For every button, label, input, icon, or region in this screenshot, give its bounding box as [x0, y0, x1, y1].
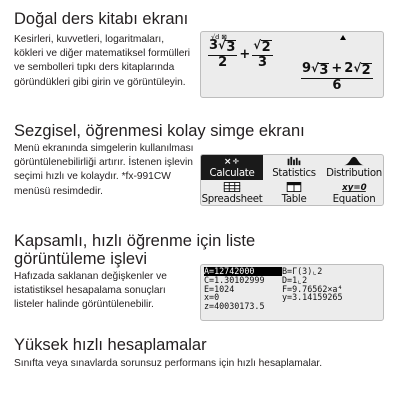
variable-c[interactable]: C=1.30102999 — [204, 274, 265, 285]
menu-item-statistics[interactable]: Statistics — [263, 155, 325, 180]
variable-f[interactable]: F=9.76562×a⁴ — [282, 283, 343, 294]
svg-text:×: × — [223, 157, 232, 166]
section-title-icon-menu: Sezgisel, öğrenmesi kolay simge ekranı — [14, 122, 305, 140]
calculate-icon — [222, 156, 242, 166]
sqrt-icon: √ 3 — [218, 38, 236, 55]
statistics-icon — [286, 156, 302, 166]
table-icon — [286, 182, 302, 192]
input-expression — [208, 39, 273, 70]
menu-item-spreadsheet[interactable]: Spreadsheet — [201, 181, 263, 206]
variable-b[interactable]: B=Γ(3)⌞2 — [282, 266, 323, 276]
result-expression: 9 √ 3 + 2 √ 2 6 — [302, 61, 371, 93]
section-desc-high-speed: Sınıfta veya sınavlarda sorunsuz performans için hızlı hesaplamalar. — [14, 358, 323, 369]
menu-item-table[interactable]: Table — [263, 181, 325, 206]
variable-y[interactable]: y=3.14159265 — [282, 292, 343, 303]
sqrt-icon: √ 2 — [253, 38, 271, 55]
section-title-natural-display: Doğal ders kitabı ekranı — [14, 10, 189, 28]
menu-item-equation[interactable]: xy=0 Equation — [332, 183, 376, 205]
equation-icon — [340, 182, 368, 192]
section-title-list-display-line2: görüntüleme işlevi — [14, 250, 147, 268]
svg-text:xy=0: xy=0 — [342, 183, 367, 192]
svg-text:÷: ÷ — [232, 157, 240, 166]
variable-list-screen — [200, 264, 384, 321]
natural-display-screen — [200, 31, 384, 98]
variable-x[interactable]: x=0 — [204, 292, 220, 303]
fraction-2: √ 2 3 — [253, 38, 271, 70]
section-title-list-display: Kapsamlı, hızlı öğrenme için liste — [14, 232, 256, 250]
variable-a[interactable]: A=12742000 — [204, 267, 282, 276]
menu-item-calculate[interactable]: × ÷ Calculate — [201, 155, 263, 180]
status-indicator: √d ⊠ — [211, 33, 227, 41]
variable-e[interactable]: E=1024 — [204, 283, 235, 294]
fraction-1: 3 √ 3 2 — [209, 38, 236, 70]
icon-menu-screen — [200, 154, 384, 206]
spreadsheet-icon — [223, 182, 241, 192]
variable-d[interactable]: D=1⌞2 — [282, 274, 308, 285]
menu-item-distribution[interactable]: Distribution — [323, 155, 384, 180]
variable-z[interactable]: z=40030173.5 — [204, 301, 265, 312]
section-title-high-speed: Yüksek hızlı hesaplamalar — [14, 336, 207, 354]
list-row — [204, 302, 360, 311]
sqrt-icon: √ 3 — [311, 61, 329, 78]
plus-operator: + — [239, 46, 251, 62]
scroll-up-arrow-icon — [340, 35, 346, 40]
sqrt-icon: √ 2 — [353, 61, 371, 78]
section-desc-list-display: Hafızada saklanan değişkenler ve istatistiksel hesapalama sonuçları listeler halinde görüntülenebilir. — [14, 271, 167, 311]
section-desc-natural-display: Kesirleri, kuvvetleri, logaritmaları, kökleri ve diğer matematiksel formülleri ve sembolleri tıpkı ders kitaplarında göründükleri gibi girin ve görüntüleyin. — [14, 34, 191, 88]
variable-list — [204, 267, 360, 311]
distribution-icon — [343, 156, 365, 166]
section-desc-icon-menu: Menü ekranında simgelerin kullanılması görüntülenebilirliği artırır. İstenen işlevin seçimi hızlı ve kolaydır. *fx-991CW menüsü resimdedir. — [14, 143, 194, 197]
